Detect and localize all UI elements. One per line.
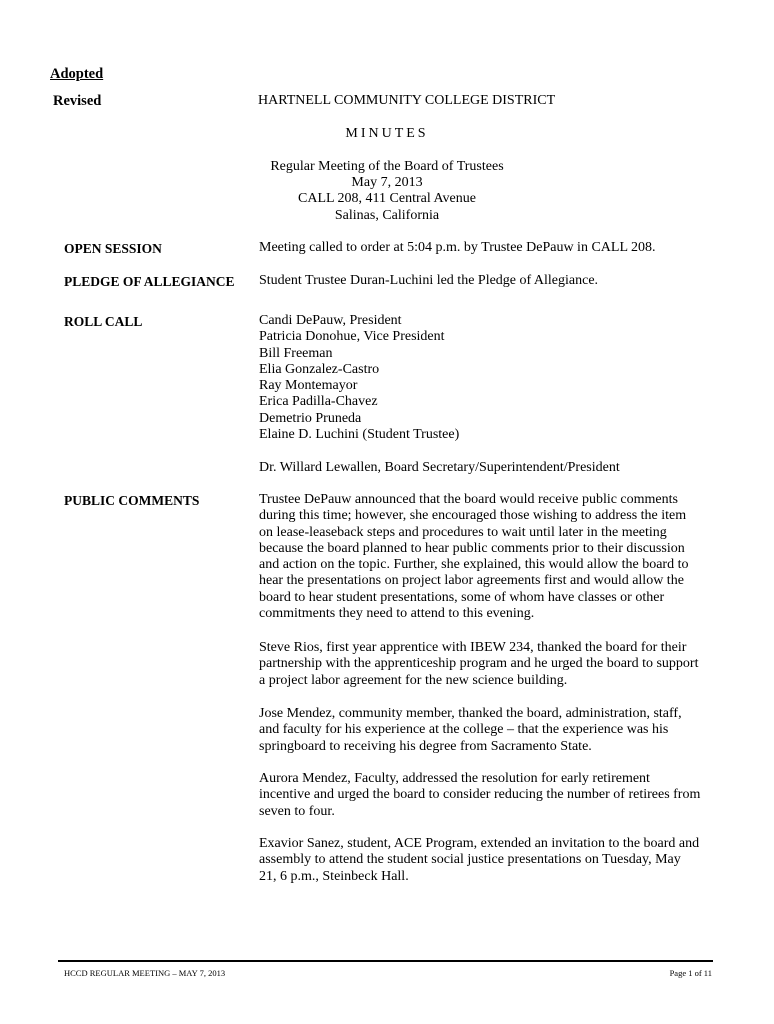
paragraph-line: and action on the topic. Further, she explained, this would allow the board to: [259, 557, 689, 573]
paragraph-line: Jose Mendez, community member, thanked the board, administration, staff,: [259, 706, 682, 721]
board-secretary: Dr. Willard Lewallen, Board Secretary/Superintendent/President: [259, 460, 620, 475]
pledge-text: Student Trustee Duran-Luchini led the Pledge of Allegiance.: [259, 273, 599, 288]
paragraph-line: partnership with the apprenticeship program and he urged the board to support: [259, 656, 699, 672]
pledge-label: PLEDGE OF ALLEGIANCE: [64, 274, 235, 289]
organization-name: HARTNELL COMMUNITY COLLEGE DISTRICT: [258, 93, 556, 108]
meeting-type: Regular Meeting of the Board of Trustees: [270, 159, 504, 174]
paragraph-line: springboard to receiving his degree from Sacramento State.: [259, 738, 592, 754]
paragraph-line: hear the presentations on project labor agreements first and would allow the: [259, 573, 684, 589]
paragraph-line: and faculty for his experience at the college – that the experience was his: [259, 722, 669, 738]
status-revised: Revised: [53, 93, 102, 109]
roll-call-member: Demetrio Pruneda: [259, 410, 362, 426]
roll-call-member: Elia Gonzalez-Castro: [259, 361, 380, 377]
meeting-date: May 7, 2013: [351, 175, 423, 190]
roll-call-label: ROLL CALL: [64, 314, 143, 329]
public-comment-paragraph: [259, 836, 699, 885]
public-comment-paragraph: [259, 771, 700, 820]
public-comment-paragraph: [259, 706, 682, 755]
paragraph-line: Steve Rios, first year apprentice with IBEW 234, thanked the board for their: [259, 640, 687, 655]
paragraph-line: during this time; however, she encouraged those wishing to address the item: [259, 508, 687, 524]
roll-call-member: Erica Padilla-Chavez: [259, 394, 378, 410]
roll-call-member: Patricia Donohue, Vice President: [259, 329, 445, 345]
paragraph-line: Trustee DePauw announced that the board would receive public comments: [259, 492, 678, 507]
public-comment-paragraph: [259, 640, 698, 689]
paragraph-line: board to hear student presentations, some of whom have classes or other: [259, 589, 665, 605]
paragraph-line: 21, 6 p.m., Steinbeck Hall.: [259, 868, 409, 884]
footer-divider: [58, 960, 713, 962]
paragraph-line: on lease-leaseback steps and procedures to wait until later in the meeting: [259, 524, 667, 540]
roll-call-member: Elaine D. Luchini (Student Trustee): [259, 427, 460, 443]
paragraph-line: seven to four.: [259, 803, 335, 819]
paragraph-line: because the board planned to hear public comments prior to their discussion: [259, 540, 685, 556]
footer-meeting: HCCD REGULAR MEETING – MAY 7, 2013: [64, 968, 226, 978]
paragraph-line: commitments they need to attend to this evening.: [259, 606, 535, 622]
public-comments-label: PUBLIC COMMENTS: [64, 493, 200, 508]
roll-call-member: Candi DePauw, President: [259, 313, 402, 328]
meeting-city: Salinas, California: [334, 208, 440, 223]
roll-call-list: [259, 313, 459, 443]
roll-call-member: Ray Montemayor: [259, 378, 358, 394]
meeting-location: CALL 208, 411 Central Avenue: [298, 191, 476, 206]
paragraph-line: incentive and urged the board to consider reducing the number of retirees from: [259, 787, 701, 803]
roll-call-member: Bill Freeman: [259, 345, 333, 361]
status-adopted: Adopted: [50, 66, 104, 82]
open-session-text: Meeting called to order at 5:04 p.m. by Trustee DePauw in CALL 208.: [259, 240, 656, 255]
paragraph-line: Exavior Sanez, student, ACE Program, extended an invitation to the board and: [259, 836, 700, 851]
open-session-label: OPEN SESSION: [64, 241, 162, 256]
public-comment-paragraph: [259, 492, 688, 622]
paragraph-line: a project labor agreement for the new science building.: [259, 672, 568, 688]
document-title: MINUTES: [345, 126, 429, 141]
paragraph-line: assembly to attend the student social justice presentations on Tuesday, May: [259, 852, 681, 868]
paragraph-line: Aurora Mendez, Faculty, addressed the resolution for early retirement: [259, 771, 650, 786]
footer-page-number: Page 1 of 11: [669, 968, 712, 978]
